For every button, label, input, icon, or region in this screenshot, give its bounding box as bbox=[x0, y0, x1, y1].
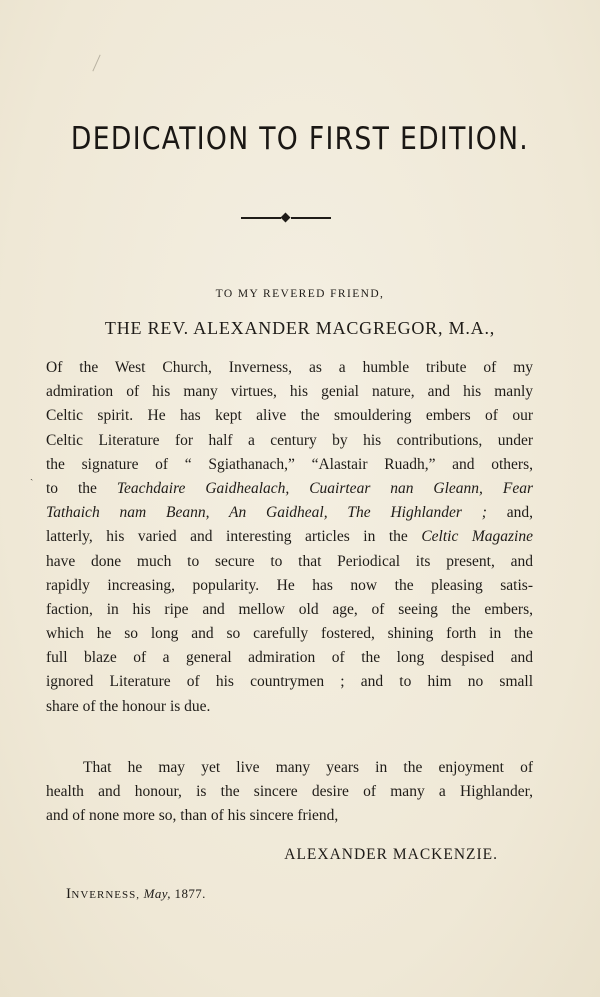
text-line: share of the honour is due. bbox=[46, 697, 211, 715]
text-line: Celtic spirit. He has kept alive the smouldering embers of our bbox=[46, 407, 533, 425]
text-line: That he may yet live many years in the enjoyment of bbox=[83, 759, 533, 776]
page-title: DEDICATION TO FIRST EDITION. bbox=[70, 121, 530, 157]
text-line: the signature of “ Sgiathanach,” “Alastair Ruadh,” and others, bbox=[46, 455, 533, 473]
text-line: have done much to secure to that Periodical its present, and bbox=[46, 552, 533, 570]
ornament-rule-right bbox=[291, 217, 331, 219]
place-rest: NVERNESS, bbox=[71, 889, 140, 901]
salutation: TO MY REVERED FRIEND, bbox=[215, 288, 385, 300]
dedication-paragraph-1 bbox=[46, 356, 533, 719]
text-line: full blaze of a general admiration of the long despised and bbox=[46, 649, 533, 667]
year: 1877. bbox=[174, 886, 206, 901]
dedication-paragraph-2 bbox=[46, 756, 533, 829]
text-line: and of none more so, than of his sincere friend, bbox=[46, 807, 339, 825]
margin-mark: ˎ bbox=[30, 470, 34, 481]
pencil-mark bbox=[92, 55, 100, 72]
text-line: ignored Literature of his countrymen ; and to him no small bbox=[46, 673, 533, 691]
place-and-date bbox=[66, 886, 206, 903]
text-line: rapidly increasing, popularity. He has now the pleasing satis- bbox=[46, 576, 533, 594]
honoree-name: THE REV. ALEXANDER MACGREGOR, M.A., bbox=[104, 318, 496, 338]
ornament-diamond-icon bbox=[281, 213, 291, 223]
text-line: admiration of his many virtues, his genial nature, and his manly bbox=[46, 383, 533, 401]
text-line: Tathaich nam Beann, An Gaidheal, The Highlander ; and, bbox=[46, 504, 533, 522]
text-line: to the Teachdaire Gaidhealach, Cuairtear nan Gleann, Fear bbox=[46, 479, 533, 497]
text-line: health and honour, is the sincere desire of many a Highlander, bbox=[46, 783, 533, 801]
text-line: latterly, his varied and interesting articles in the Celtic Magazine bbox=[46, 528, 533, 546]
diamond-rule-ornament bbox=[241, 214, 331, 222]
ornament-rule-left bbox=[241, 217, 281, 219]
text-line: which he so long and so carefully fostered, shining forth in the bbox=[46, 625, 533, 643]
text-line: Celtic Literature for half a century by his contributions, under bbox=[46, 431, 533, 449]
text-line: Of the West Church, Inverness, as a humble tribute of my bbox=[46, 359, 533, 376]
signature: ALEXANDER MACKENZIE. bbox=[284, 846, 498, 863]
text-line: faction, in his ripe and mellow old age, of seeing the embers, bbox=[46, 600, 533, 618]
month: May, bbox=[143, 886, 171, 901]
place-initial: I bbox=[66, 886, 72, 902]
